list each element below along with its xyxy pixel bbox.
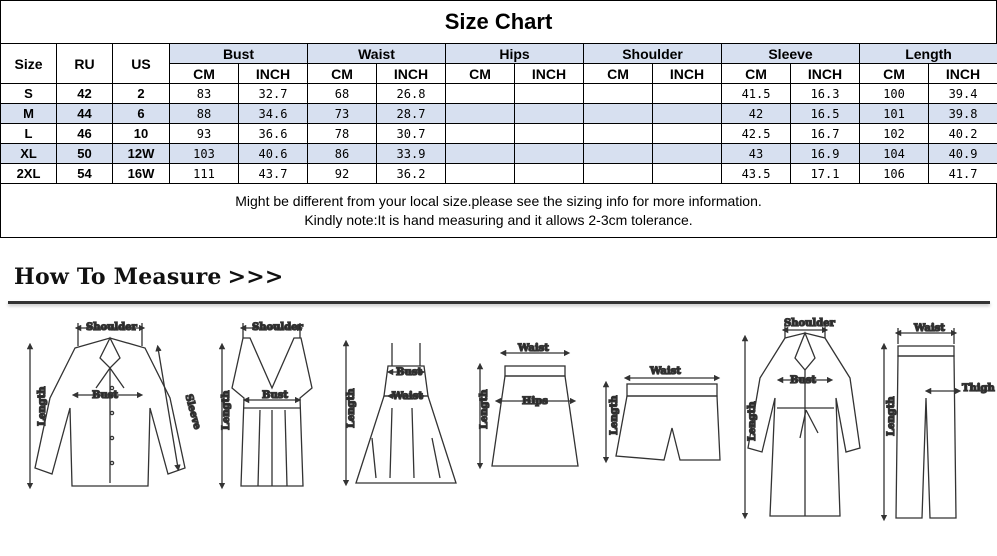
label-length: Length — [221, 390, 232, 430]
size-chart — [0, 0, 997, 238]
measurement-cell: 43.7 — [239, 164, 308, 184]
measurement-cell: 106 — [860, 164, 929, 184]
measurement-cell: 33.9 — [377, 144, 446, 164]
size-cell: M — [1, 104, 57, 124]
measurement-cell: 16.5 — [791, 104, 860, 124]
measurement-cell: 17.1 — [791, 164, 860, 184]
us-cell: 6 — [113, 104, 170, 124]
measurement-cell: 28.7 — [377, 104, 446, 124]
measurement-cell: 30.7 — [377, 124, 446, 144]
measurement-cell — [584, 164, 653, 184]
measurement-cell: 86 — [308, 144, 377, 164]
label-waist: Waist — [392, 391, 423, 402]
measurement-cell: 40.2 — [929, 124, 997, 144]
label-bust: Bust — [92, 390, 118, 401]
ru-cell: 54 — [57, 164, 113, 184]
unit-inch: INCH — [515, 64, 584, 84]
size-cell: L — [1, 124, 57, 144]
header-sleeve: Sleeve — [722, 44, 860, 64]
measurement-cell — [446, 124, 515, 144]
measurement-cell: 42 — [722, 104, 791, 124]
garment-diagrams — [0, 238, 997, 556]
measurement-cell — [653, 124, 722, 144]
size-cell: S — [1, 84, 57, 104]
measurement-cell — [515, 164, 584, 184]
header-shoulder: Shoulder — [584, 44, 722, 64]
pants-diagram — [884, 323, 996, 518]
measurement-cell: 34.6 — [239, 104, 308, 124]
label-waist: Waist — [914, 323, 945, 334]
label-length: Length — [37, 386, 48, 426]
us-cell: 2 — [113, 84, 170, 104]
size-table — [0, 43, 997, 184]
label-waist: Waist — [518, 343, 549, 354]
header-bust: Bust — [170, 44, 308, 64]
arrows-icon: >>> — [227, 264, 284, 290]
measurement-cell — [446, 164, 515, 184]
measurement-cell — [653, 104, 722, 124]
measurement-cell: 83 — [170, 84, 239, 104]
label-sleeve: Sleeve — [182, 393, 203, 431]
measurement-cell: 104 — [860, 144, 929, 164]
measurement-cell — [653, 84, 722, 104]
table-row — [1, 84, 997, 104]
note-line-1: Might be different from your local size.please see the sizing info for more information. — [235, 193, 762, 209]
skirt-diagram — [479, 343, 578, 466]
measurement-cell: 43 — [722, 144, 791, 164]
unit-cm: CM — [308, 64, 377, 84]
size-cell: XL — [1, 144, 57, 164]
measurement-cell: 32.7 — [239, 84, 308, 104]
label-waist: Waist — [650, 366, 681, 377]
header-size: Size — [1, 44, 57, 84]
measurement-cell — [446, 104, 515, 124]
header-length: Length — [860, 44, 997, 64]
measurement-cell: 16.9 — [791, 144, 860, 164]
how-to-measure-section — [0, 238, 997, 556]
header-waist: Waist — [308, 44, 446, 64]
unit-inch: INCH — [929, 64, 997, 84]
measurement-cell — [584, 84, 653, 104]
measurement-cell: 39.8 — [929, 104, 997, 124]
label-thigh: Thigh — [962, 383, 995, 394]
label-bust: Bust — [262, 390, 288, 401]
measurement-cell: 93 — [170, 124, 239, 144]
unit-inch: INCH — [377, 64, 446, 84]
unit-cm: CM — [584, 64, 653, 84]
measurement-cell — [653, 144, 722, 164]
size-table-body — [1, 84, 997, 184]
unit-cm: CM — [722, 64, 791, 84]
measurement-cell — [584, 144, 653, 164]
unit-inch: INCH — [653, 64, 722, 84]
table-row — [1, 124, 997, 144]
measurement-cell: 103 — [170, 144, 239, 164]
blouse-diagram — [30, 322, 202, 486]
measurement-cell: 100 — [860, 84, 929, 104]
label-length: Length — [747, 401, 758, 441]
ru-cell: 42 — [57, 84, 113, 104]
ru-cell: 46 — [57, 124, 113, 144]
us-cell: 10 — [113, 124, 170, 144]
notes — [0, 183, 997, 238]
measurement-cell: 42.5 — [722, 124, 791, 144]
measurement-cell: 73 — [308, 104, 377, 124]
unit-cm: CM — [170, 64, 239, 84]
label-shoulder: Shoulder — [86, 322, 137, 333]
measurement-cell — [515, 84, 584, 104]
measurement-cell — [515, 144, 584, 164]
label-length: Length — [479, 389, 490, 429]
label-shoulder: Shoulder — [252, 322, 303, 333]
header-us: US — [113, 44, 170, 84]
measurement-cell: 16.3 — [791, 84, 860, 104]
unit-inch: INCH — [791, 64, 860, 84]
measurement-cell: 101 — [860, 104, 929, 124]
shorts-diagram — [606, 366, 720, 460]
unit-inch: INCH — [239, 64, 308, 84]
measurement-cell — [446, 144, 515, 164]
measurement-cell: 16.7 — [791, 124, 860, 144]
label-bust: Bust — [790, 375, 816, 386]
measurement-cell — [515, 104, 584, 124]
label-shoulder: Shoulder — [784, 318, 835, 329]
unit-cm: CM — [446, 64, 515, 84]
measurement-cell: 43.5 — [722, 164, 791, 184]
measurement-cell: 68 — [308, 84, 377, 104]
unit-cm: CM — [860, 64, 929, 84]
measurement-cell: 40.6 — [239, 144, 308, 164]
table-row — [1, 144, 997, 164]
label-hips: Hips — [522, 396, 548, 407]
tank-top-diagram — [221, 322, 312, 486]
measurement-cell: 26.8 — [377, 84, 446, 104]
dress-diagram — [346, 343, 456, 483]
measurement-cell: 88 — [170, 104, 239, 124]
measurement-cell: 78 — [308, 124, 377, 144]
label-length: Length — [609, 395, 620, 435]
coat-diagram — [745, 318, 860, 516]
header-hips: Hips — [446, 44, 584, 64]
measurement-cell: 92 — [308, 164, 377, 184]
label-bust: Bust — [396, 367, 422, 378]
how-to-measure-heading: How To Measure — [14, 264, 222, 290]
measurement-cell — [515, 124, 584, 144]
measurement-cell: 102 — [860, 124, 929, 144]
measurement-cell: 36.6 — [239, 124, 308, 144]
us-cell: 16W — [113, 164, 170, 184]
header-ru: RU — [57, 44, 113, 84]
measurement-cell — [584, 104, 653, 124]
measurement-cell: 41.7 — [929, 164, 997, 184]
measurement-cell — [653, 164, 722, 184]
label-length: Length — [886, 396, 897, 436]
ru-cell: 44 — [57, 104, 113, 124]
measurement-cell: 36.2 — [377, 164, 446, 184]
label-length: Length — [346, 388, 357, 428]
table-row — [1, 164, 997, 184]
measurement-cell: 40.9 — [929, 144, 997, 164]
size-chart-title: Size Chart — [0, 0, 997, 44]
size-cell: 2XL — [1, 164, 57, 184]
measurement-cell: 111 — [170, 164, 239, 184]
measurement-cell — [446, 84, 515, 104]
note-line-2: Kindly note:It is hand measuring and it allows 2-3cm tolerance. — [304, 212, 693, 228]
us-cell: 12W — [113, 144, 170, 164]
measurement-cell: 39.4 — [929, 84, 997, 104]
table-row — [1, 104, 997, 124]
measurement-cell — [584, 124, 653, 144]
ru-cell: 50 — [57, 144, 113, 164]
measurement-cell: 41.5 — [722, 84, 791, 104]
